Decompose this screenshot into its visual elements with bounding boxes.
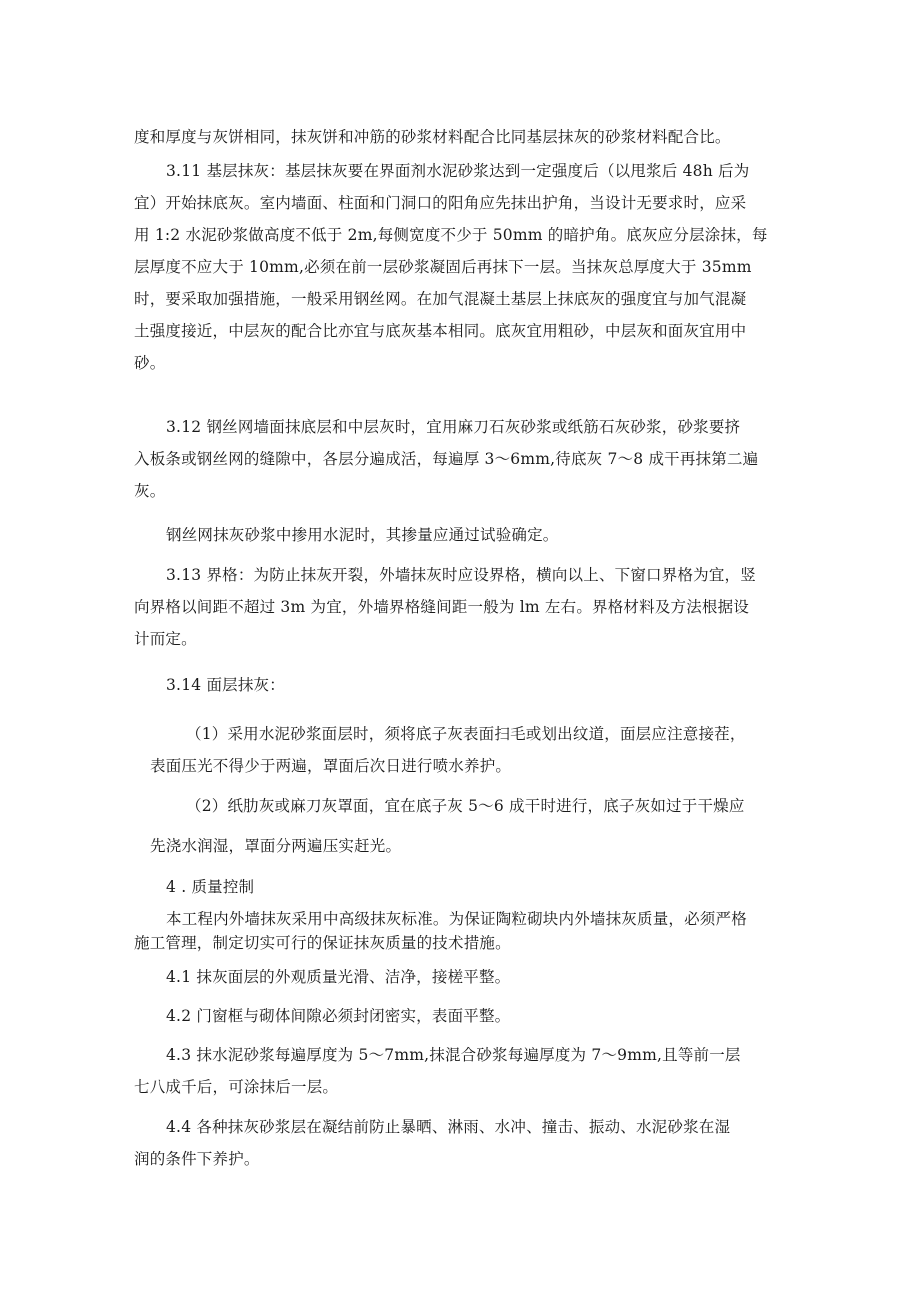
heading-quality-control <box>134 871 794 903</box>
paragraph-4-2 <box>134 1000 794 1032</box>
text-line: 表面压光不得少于两遍，罩面后次日进行喷水养护。 <box>150 757 512 775</box>
text-line: 用 1:2 水泥砂浆做高度不低于 2m,每侧宽度不少于 50mm 的暗护角。底灰应分层涂抹，每 <box>134 226 768 244</box>
text-line: 层厚度不应大于 10mm,必须在前一层砂浆凝固后再抹下一层。当抹灰总厚度大于 35mm <box>134 258 752 276</box>
list-item-1 <box>134 718 794 782</box>
text-line: 3.11 基层抹灰：基层抹灰要在界面剂水泥砂浆达到一定强度后（以甩浆后 48h 后为 <box>166 162 750 180</box>
paragraph-wire-mesh-note <box>134 519 794 551</box>
list-item-2 <box>134 790 794 822</box>
paragraph-4-1 <box>134 961 794 993</box>
text-line: 时，要采取加强措施，一般采用钢丝网。在加气混凝土基层上抹底灰的强度宜与加气混凝 <box>134 290 747 308</box>
text-line: 土强度接近，中层灰的配合比亦宜与底灰基本相同。底灰宜用粗砂，中层灰和面灰宜用中 <box>134 322 747 340</box>
list-item-2-continuation <box>134 830 794 862</box>
text-line: 先浇水润湿，罩面分两遍压实赶光。 <box>150 837 402 855</box>
text-line: 3.12 钢丝网墙面抹底层和中层灰时，宜用麻刀石灰砂浆或纸筋石灰砂浆，砂浆要挤 <box>166 418 741 436</box>
text-line: 七八成千后，可涂抹后一层。 <box>134 1078 339 1096</box>
paragraph-continuation <box>134 121 794 153</box>
paragraph-3-12 <box>134 411 794 507</box>
text-line: （1）采用水泥砂浆面层时，须将底子灰表面扫毛或划出纹道，面层应注意接茬， <box>186 725 746 743</box>
text-line: 向界格以间距不超过 3m 为宜，外墙界格缝间距一般为 lm 左右。界格材料及方法根据设 <box>134 598 750 616</box>
text-line: 砂。 <box>134 354 166 372</box>
text-line: 4.4 各种抹灰砂浆层在凝结前防止暴晒、淋雨、水冲、撞击、振动、水泥砂浆在湿 <box>166 1118 731 1136</box>
paragraph-quality-intro <box>134 907 794 955</box>
text-line: 润的条件下养护。 <box>134 1150 260 1168</box>
text-line: 3.14 面层抹灰： <box>166 676 285 694</box>
paragraph-4-4 <box>134 1111 794 1175</box>
paragraph-3-13 <box>134 559 794 655</box>
paragraph-4-3 <box>134 1039 794 1103</box>
text-line: 灰。 <box>134 482 166 500</box>
text-line: 度和厚度与灰饼相同，抹灰饼和冲筋的砂浆材料配合比同基层抹灰的砂浆材料配合比。 <box>134 128 731 146</box>
text-line: 钢丝网抹灰砂浆中掺用水泥时，其掺量应通过试验确定。 <box>166 526 559 544</box>
text-line: （2）纸肋灰或麻刀灰罩面，宜在底子灰 5～6 成干时进行，底子灰如过于干燥应 <box>186 797 745 815</box>
paragraph-3-11 <box>134 155 794 379</box>
heading-3-14 <box>134 669 794 701</box>
text-line: 4.3 抹水泥砂浆每遍厚度为 5～7mm,抹混合砂浆每遍厚度为 7～9mm,且等前一层 <box>166 1046 741 1064</box>
text-line: 宜）开始抹底灰。室内墙面、柱面和门洞口的阳角应先抹出护角，当设计无要求时，应采 <box>134 194 747 212</box>
text-line: 3.13 界格：为防止抹灰开裂，外墙抹灰时应设界格，横向以上、下窗口界格为宜，竖 <box>166 566 756 584</box>
text-line: 4.2 门窗框与砌体间隙必须封闭密实，表面平整。 <box>166 1007 511 1025</box>
text-line: 计而定。 <box>134 630 197 648</box>
text-line: 入板条或钢丝网的缝隙中，各层分遍成活，每遍厚 3～6mm,待底灰 7～8 成干再抹第二遍 <box>134 450 759 468</box>
text-line: 本工程内外墙抹灰采用中高级抹灰标准。为保证陶粒砌块内外墙抹灰质量，必须严格 <box>166 910 747 928</box>
text-line: 4.1 抹灰面层的外观质量光滑、洁净，接槎平整。 <box>166 968 511 986</box>
text-line: 施工管理，制定切实可行的保证抹灰质量的技术措施。 <box>134 934 511 952</box>
text-line: 4 . 质量控制 <box>166 878 255 896</box>
